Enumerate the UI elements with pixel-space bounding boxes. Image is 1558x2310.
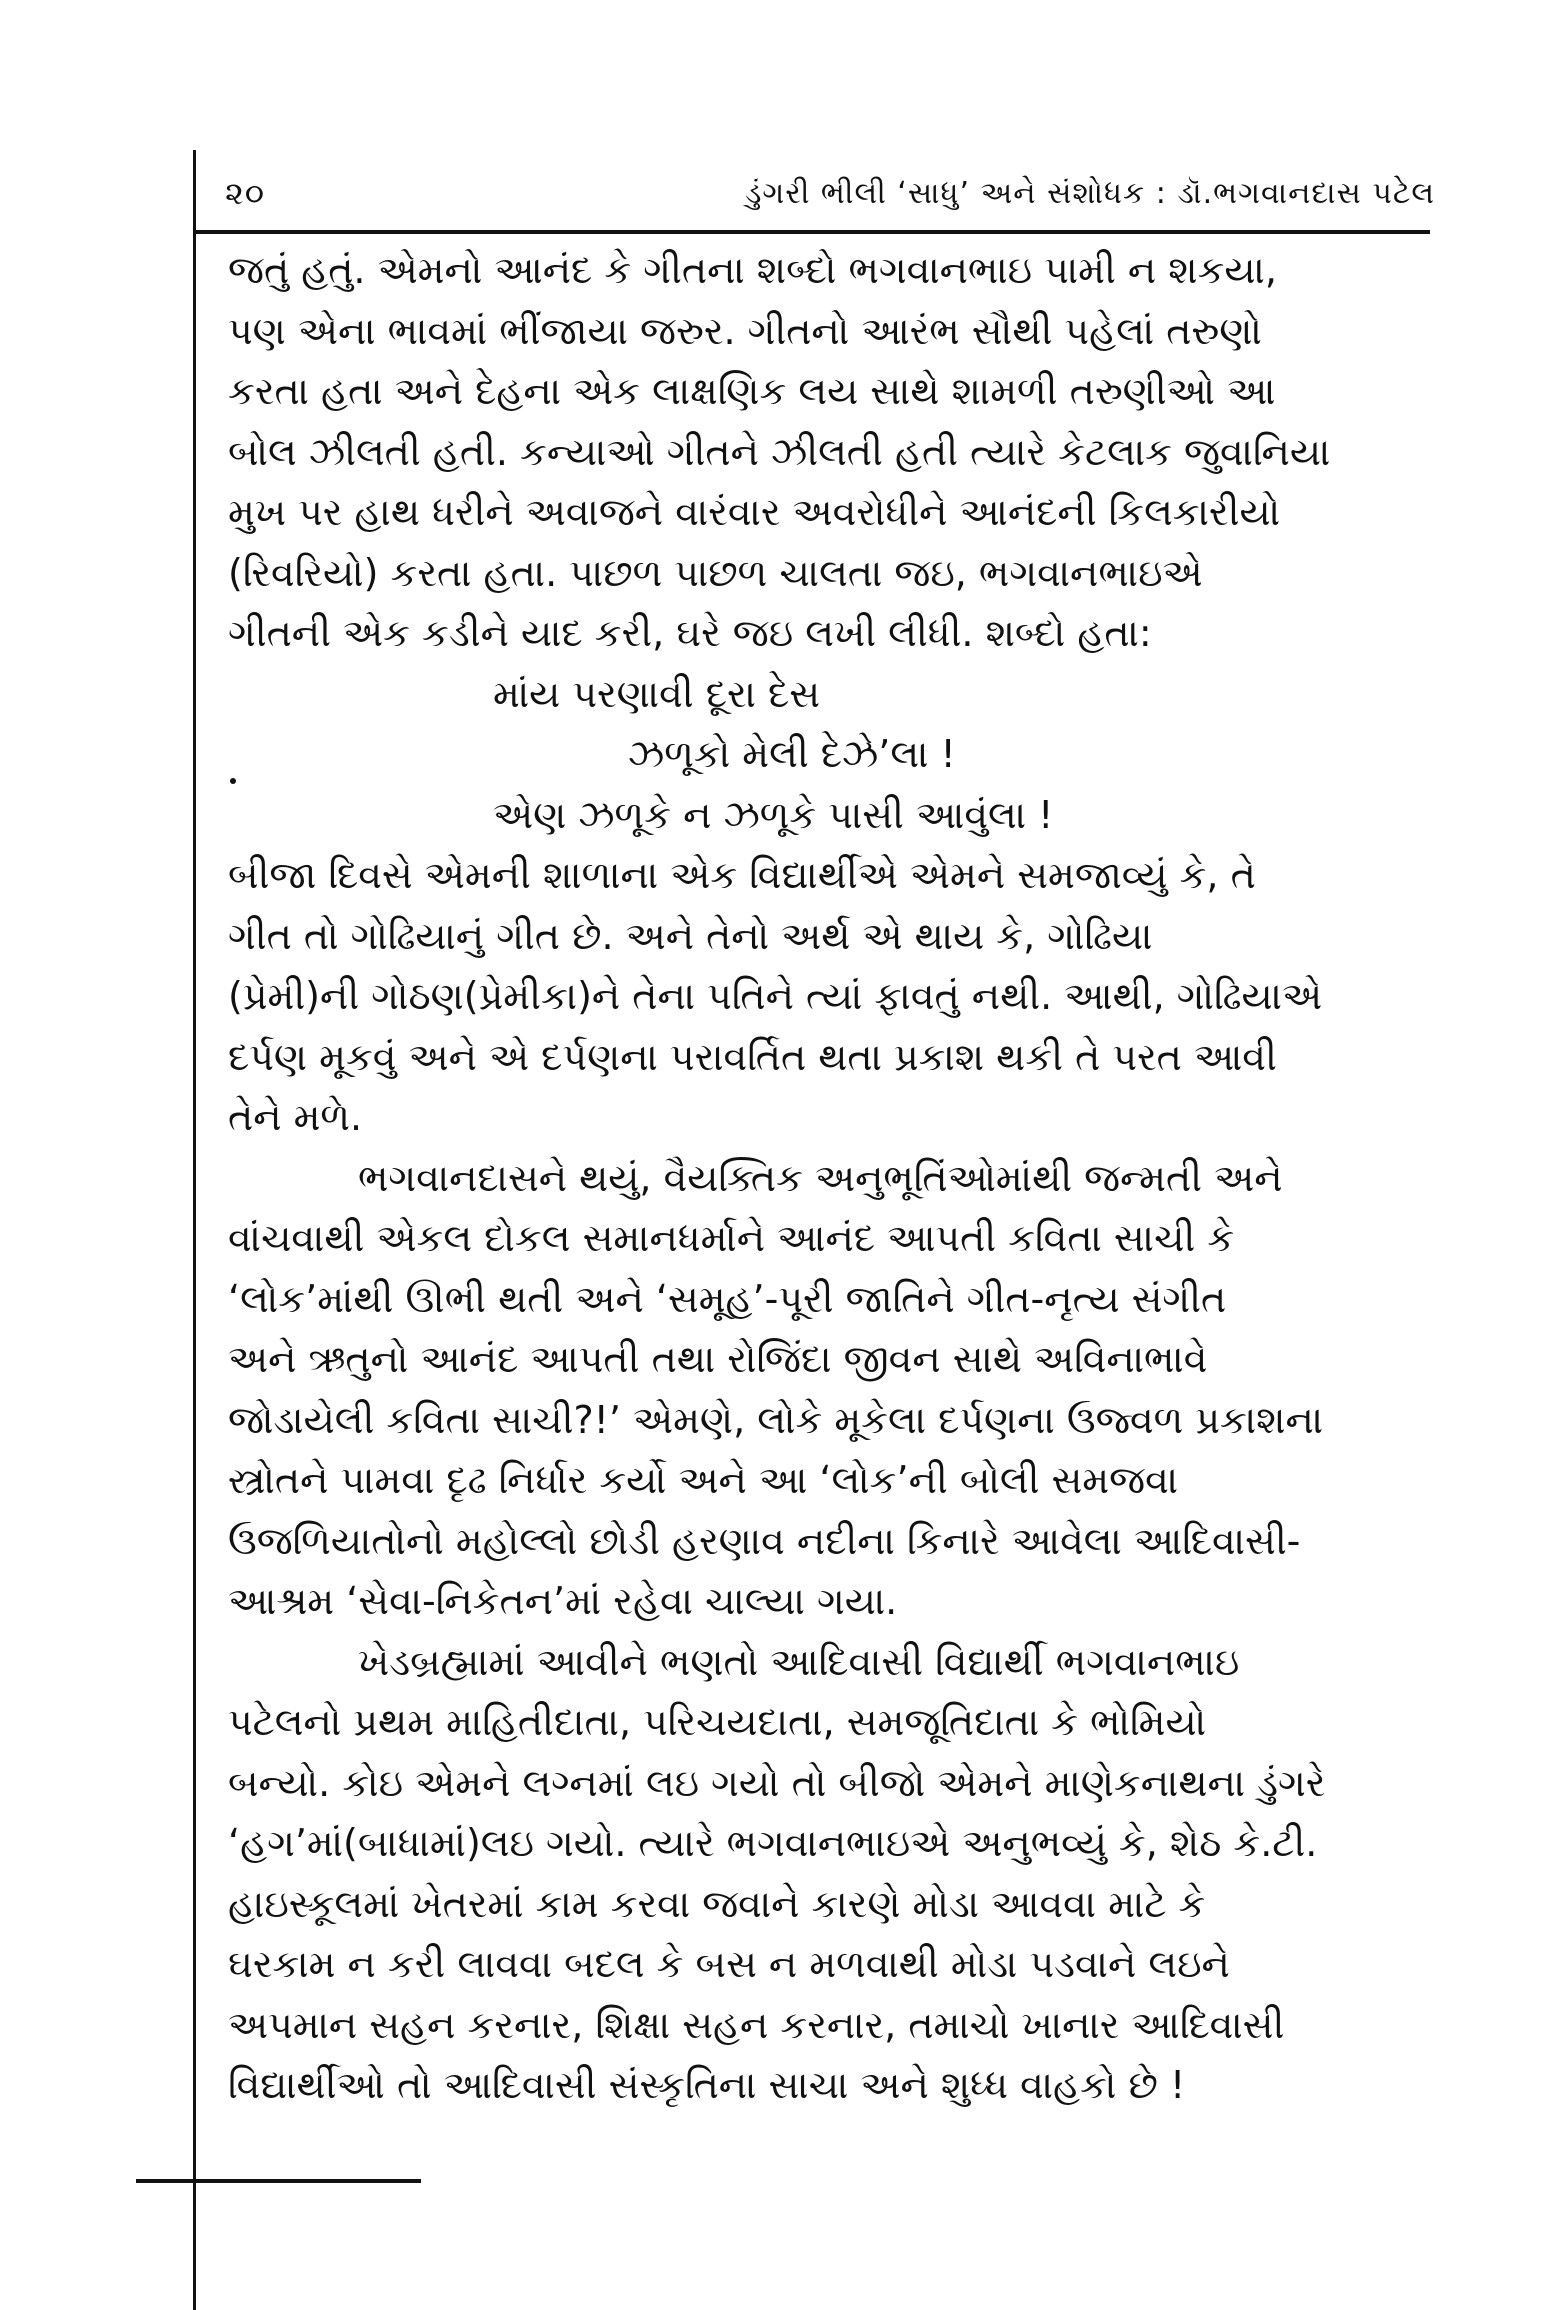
paragraph-4 (228, 1632, 1438, 2116)
text-line: સ્ત્રોતને પામવા દૃઢ નિર્ધાર કર્યો અને આ ‘લોક’ની બોલી સમજવા (228, 1458, 1179, 1502)
page-header (225, 168, 1435, 218)
header-rule (193, 230, 1430, 234)
text-line: મુખ પર હાથ ધરીને અવાજને વારંવાર અવરોધીને આનંદની કિલકારીયો (228, 490, 1281, 534)
text-line: ઘરકામ ન કરી લાવવા બદલ કે બસ ન મળવાથી મોડા પડવાને લઇને (228, 1942, 1230, 1986)
text-line: જોડાયેલી કવિતા સાચી?!’ એમણે, લોકે મૂકેલા દર્પણના ઉજ્વળ પ્રકાશના (228, 1397, 1324, 1442)
text-line: ગીત તો ગોઢિયાનું ગીત છે. અને તેનો અર્થ એ થાય કે, ગોઢિયા (228, 913, 1153, 958)
text-line: કરતા હતા અને દેહના એક લાક્ષણિક લય સાથે શામળી તરુણીઓ આ (228, 369, 1276, 413)
verse-line: એણ ઝળૂકે ન ઝળૂકે પાસી આવુંલા ! (493, 792, 1054, 837)
text-line: તેને મળે. (228, 1095, 363, 1139)
paragraph-2 (228, 845, 1438, 1148)
text-line: બન્યો. કોઇ એમને લગ્નમાં લઇ ગયો તો બીજો એમને માણેકનાથના ડુંગરે (228, 1760, 1326, 1805)
text-line: ‘લોક’માંથી ઊભી થતી અને ‘સમૂહ’-પૂરી જાતિને ગીત-નૃત્ય સંગીત (228, 1276, 1227, 1321)
text-line: અને ઋતુનો આનંદ આપતી તથા રોજિંદા જીવન સાથે અવિનાભાવે (228, 1337, 1208, 1381)
text-line: ‘હગ’માં(બાધામાં)લઇ ગયો. ત્યારે ભગવાનભાઇએ અનુભવ્યું કે, શેઠ કે.ટી. (228, 1821, 1318, 1865)
text-line: વાંચવાથી એકલ દોકલ સમાનધર્માને આનંદ આપતી કવિતા સાચી કે (228, 1216, 1235, 1260)
text-line: પટેલનો પ્રથમ માહિતીદાતા, પરિચયદાતા, સમજૂતિદાતા કે ભોમિયો (228, 1700, 1207, 1744)
running-title: ડુંગરી ભીલી ‘સાધુ’ અને સંશોધક : ડૉ.ભગવાનદાસ પટેલ (744, 175, 1435, 211)
paragraph-1 (228, 240, 1438, 664)
text-line: આશ્રમ ‘સેવા-નિકેતન’માં રહેવા ચાલ્યા ગયા. (228, 1579, 898, 1623)
text-line: ભગવાનદાસને થયું, વૈયક્તિક અનુભૂતિંઓમાંથી જન્મતી અને (358, 1155, 1283, 1200)
text-line: અપમાન સહન કરનાર, શિક્ષા સહન કરનાર, તમાચો ખાનાર આદિવાસી (228, 2002, 1285, 2047)
text-line: (રિવરિયો) કરતા હતા. પાછળ પાછળ ચાલતા જઇ, ભગવાનભાઇએ (228, 550, 1203, 595)
footer-rule (136, 2179, 421, 2183)
text-line: હાઇસ્કૂલમાં ખેતરમાં કામ કરવા જવાને કારણે મોડા આવવા માટે કે (228, 1881, 1206, 1926)
text-line: બોલ ઝીલતી હતી. કન્યાઓ ગીતને ઝીલતી હતી ત્યારે કેટલાક જુવાનિયા (228, 429, 1331, 474)
left-margin-rule (193, 150, 196, 2310)
page-number: ૨૦ (225, 173, 266, 212)
text-line: ઉજળિયાતોનો મહોલ્લો છોડી હરણાવ નદીના કિનારે આવેલા આદિવાસી- (228, 1518, 1301, 1563)
text-line: ગીતની એક કડીને યાદ કરી, ઘરે જઇ લખી લીધી. શબ્દો હતા: (228, 611, 1152, 655)
song-verse (228, 664, 1438, 846)
verse-line: માંય પરણાવી દૂરા દેસ (493, 671, 821, 716)
text-line: દર્પણ મૂકવું અને એ દર્પણના પરાવર્તિત થતા પ્રકાશ થકી તે પરત આવી (228, 1034, 1277, 1079)
paragraph-3 (228, 1148, 1438, 1632)
text-line: બીજા દિવસે એમની શાળાના એક વિદ્યાર્થીએ એમને સમજાવ્યું કે, તે (228, 853, 1256, 897)
verse-line: ઝળૂકો મેલી દેઝે’લા ! (628, 732, 956, 776)
page-body (228, 240, 1438, 2116)
text-line: વિદ્યાર્થીઓ તો આદિવાસી સંસ્કૃતિના સાચા અને શુધ્ધ વાહકો છે ! (228, 2063, 1186, 2107)
text-line: જતું હતું. એમનો આનંદ કે ગીતના શબ્દો ભગવાનભાઇ પામી ન શકયા, (228, 248, 1277, 292)
text-line: (પ્રેમી)ની ગોઠણ(પ્રેમીકા)ને તેના પતિને ત્યાં ફાવતું નથી. આથી, ગોઢિયાએ (228, 974, 1323, 1018)
text-line: ખેડબ્રહ્મામાં આવીને ભણતો આદિવાસી વિદ્યાર્થી ભગવાનભાઇ (358, 1639, 1240, 1684)
text-line: પણ એના ભાવમાં ભીંજાયા જરુર. ગીતનો આરંભ સૌથી પહેલાં તરુણો (228, 308, 1262, 353)
